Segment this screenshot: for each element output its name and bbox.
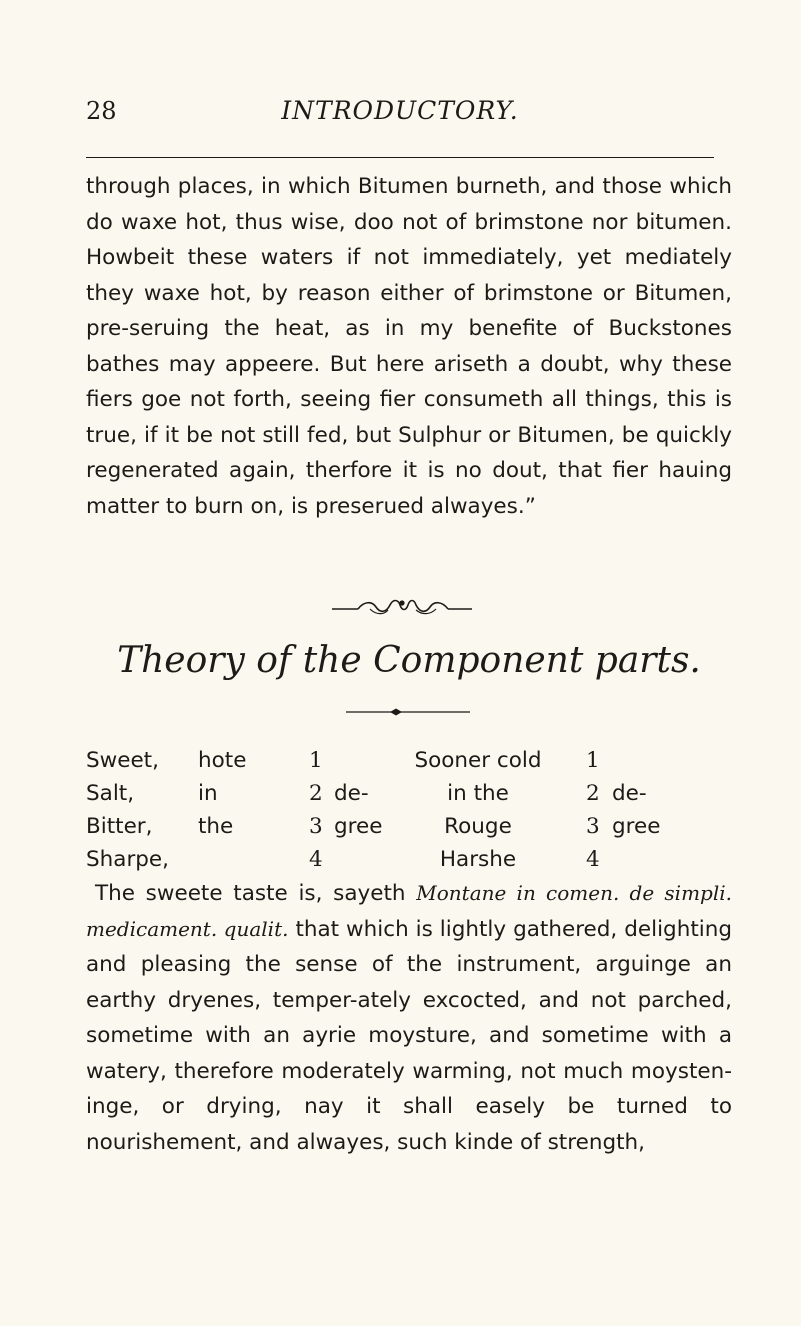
degree-number: 4 xyxy=(586,847,600,872)
quality-word: in xyxy=(198,781,218,806)
degree-number: 3 xyxy=(309,814,323,839)
decorative-swash-icon xyxy=(330,593,474,621)
running-head: INTRODUCTORY. xyxy=(281,96,519,125)
degree-number: 4 xyxy=(309,847,323,872)
taste-name: Bitter, xyxy=(86,814,153,839)
table-row xyxy=(86,744,732,777)
degree-word: gree xyxy=(612,814,661,839)
table-row xyxy=(86,777,732,810)
degree-number: 1 xyxy=(309,748,323,773)
header-rule xyxy=(86,157,714,158)
paragraph-intro: The sweete taste is, sayeth xyxy=(95,881,417,906)
body-paragraph-2 xyxy=(86,876,732,1160)
degree-number: 3 xyxy=(586,814,600,839)
degree-number: 2 xyxy=(586,781,600,806)
quality-word: the xyxy=(198,814,234,839)
quality-text: in the xyxy=(447,781,509,806)
page-header xyxy=(86,91,714,131)
taste-name: Sweet, xyxy=(86,748,159,773)
diamond-rule-icon xyxy=(346,708,470,716)
section-title: Theory of the Component parts. xyxy=(117,640,701,681)
quality-text: Harshe xyxy=(439,847,517,872)
taste-name: Sharpe, xyxy=(86,847,169,872)
paragraph-body: that which is lightly gathered, delighting and pleasing the sense of the instrument, arguinge an earthy dryenes, temper-ately excocted, and not parched, sometime with an ayrie moysture, and sometime with a watery, therefore moderately warming, not much moysten-inge, or drying, nay it shall easely be turned to nourishement, and alwayes, such kinde of strength, xyxy=(86,916,732,1155)
quality-text: Rouge xyxy=(444,814,512,839)
source-citation: Montane in comen. de simpli. medicament. qualit. xyxy=(86,881,732,941)
body-paragraph-1: through places, in which Bitumen burneth, and those which do waxe hot, thus wise, doo not of brimstone nor bitumen. Howbeit these waters if not immediately, yet mediately they waxe hot, by reason either of brimstone or Bitumen, pre-seruing the heat, as in my benefite of Buckstones bathes may appeere. But here ariseth a doubt, why these fiers goe not forth, seeing fier consumeth all things, this is true, if it be not still fed, but Sulphur or Bitumen, be quickly regenerated again, therfore it is no dout, that fier hauing matter to burn on, is preserued alwayes.” xyxy=(86,174,732,519)
degrees-table xyxy=(86,744,732,876)
taste-name: Salt, xyxy=(86,781,135,806)
degree-word: de- xyxy=(612,781,647,806)
quality-word: hote xyxy=(198,748,247,773)
table-row xyxy=(86,843,732,876)
page-number: 28 xyxy=(86,97,117,125)
degree-word: gree xyxy=(334,814,383,839)
quality-text: Sooner cold xyxy=(414,748,542,773)
degree-word: de- xyxy=(334,781,369,806)
degree-number: 2 xyxy=(309,781,323,806)
table-row xyxy=(86,810,732,843)
degree-number: 1 xyxy=(586,748,600,773)
